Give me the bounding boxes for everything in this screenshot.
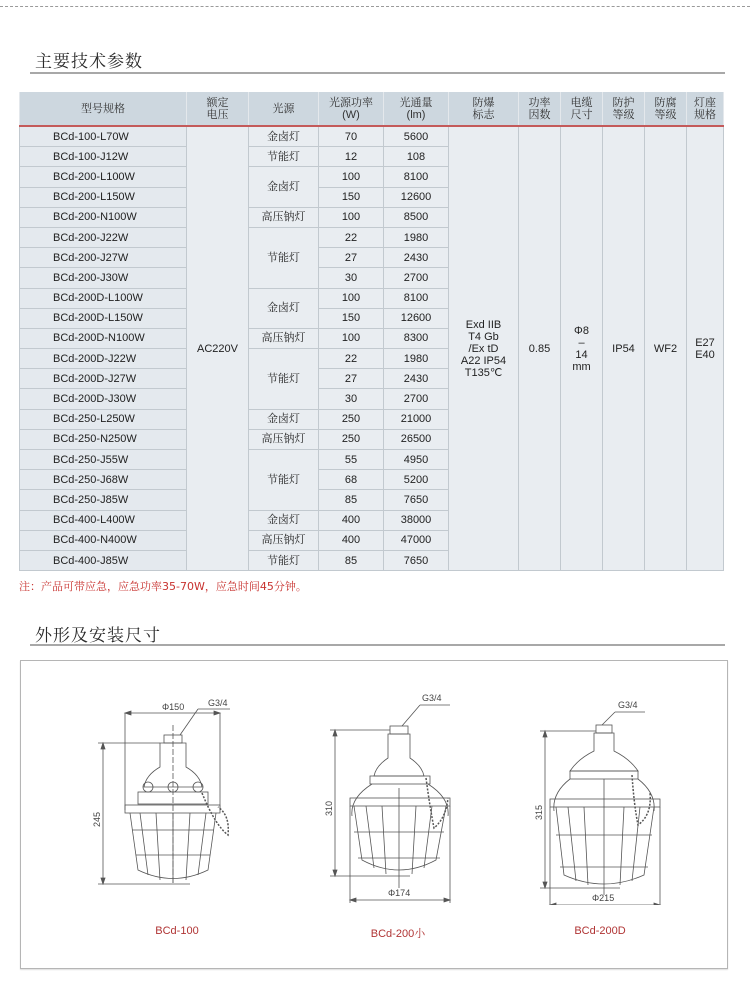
model-cell: BCd-200-L150W — [20, 187, 187, 207]
light-source-cell: 高压钠灯 — [249, 530, 319, 550]
model-cell: BCd-200D-J27W — [20, 369, 187, 389]
model-cell: BCd-400-L400W — [20, 510, 187, 530]
column-header-line: 因数 — [528, 108, 551, 121]
model-cell: BCd-400-J85W — [20, 550, 187, 570]
column-header-line: (lm) — [406, 108, 426, 121]
flux-cell: 1980 — [384, 349, 449, 369]
svg-text:245: 245 — [92, 811, 102, 827]
flux-cell: 7650 — [384, 490, 449, 510]
model-cell: BCd-400-N400W — [20, 530, 187, 550]
table-row — [20, 126, 724, 147]
svg-text:G3/4: G3/4 — [208, 698, 228, 708]
power-cell: 400 — [319, 510, 384, 530]
column-header-line: 等级 — [654, 108, 677, 121]
column-header-line: 光源功率 — [329, 96, 373, 109]
power-cell: 30 — [319, 268, 384, 288]
column-header-line: 额定 — [206, 96, 229, 109]
power-cell: 400 — [319, 530, 384, 550]
model-cell: BCd-200-N100W — [20, 207, 187, 227]
power-factor-cell: 0.85 — [519, 126, 561, 571]
column-header-line: 尺寸 — [570, 108, 593, 121]
cell-line: 14 — [575, 348, 588, 361]
flux-cell: 1980 — [384, 227, 449, 247]
model-cell: BCd-200-J30W — [20, 268, 187, 288]
flux-cell: 8100 — [384, 288, 449, 308]
column-header-line: 电压 — [206, 108, 229, 121]
power-cell: 150 — [319, 308, 384, 328]
flux-cell: 21000 — [384, 409, 449, 429]
column-header — [449, 92, 519, 126]
column-header — [187, 92, 249, 126]
light-source-cell: 节能灯 — [249, 550, 319, 570]
power-cell: 100 — [319, 207, 384, 227]
light-source-cell: 高压钠灯 — [249, 207, 319, 227]
column-header-line: 功率 — [528, 96, 551, 109]
model-cell: BCd-200D-L100W — [20, 288, 187, 308]
column-header-line: 防爆 — [472, 96, 495, 109]
model-cell: BCd-100-J12W — [20, 147, 187, 167]
cell-line: /Ex tD — [468, 342, 499, 355]
light-source-cell: 节能灯 — [249, 147, 319, 167]
model-cell: BCd-200-J22W — [20, 227, 187, 247]
light-source-cell: 高压钠灯 — [249, 429, 319, 449]
flux-cell: 7650 — [384, 550, 449, 570]
flux-cell: 12600 — [384, 308, 449, 328]
anticorrosion-grade-cell: WF2 — [645, 126, 687, 571]
socket-spec-cell — [687, 126, 724, 571]
column-header — [20, 92, 187, 126]
voltage-cell: AC220V — [187, 126, 249, 571]
drawing-caption: BCd-100 — [155, 925, 199, 937]
flux-cell: 47000 — [384, 530, 449, 550]
flux-cell: 8500 — [384, 207, 449, 227]
model-cell: BCd-100-L70W — [20, 126, 187, 147]
column-header-line: 型号规格 — [81, 102, 125, 115]
power-cell: 150 — [319, 187, 384, 207]
cell-line: A22 IP54 — [460, 354, 507, 367]
light-source-cell: 节能灯 — [249, 227, 319, 288]
cell-line: Exd IIB — [465, 318, 502, 331]
cell-line: – — [578, 336, 585, 349]
power-cell: 30 — [319, 389, 384, 409]
svg-text:G3/4: G3/4 — [618, 700, 638, 710]
flux-cell: 108 — [384, 147, 449, 167]
power-cell: 250 — [319, 409, 384, 429]
cell-line: mm — [572, 360, 591, 373]
flux-cell: 8100 — [384, 167, 449, 187]
column-header — [645, 92, 687, 126]
svg-text:G3/4: G3/4 — [422, 693, 442, 703]
cell-line: T135℃ — [464, 366, 503, 379]
column-header-line: 标志 — [472, 108, 495, 121]
cell-line: E27 — [695, 336, 715, 349]
power-cell: 70 — [319, 126, 384, 147]
section-rule — [30, 72, 725, 74]
column-header — [319, 92, 384, 126]
cell-line: Φ8 — [574, 324, 589, 337]
section-title-specs: 主要技术参数 — [35, 52, 143, 72]
model-cell: BCd-200D-J30W — [20, 389, 187, 409]
spec-table — [19, 92, 724, 571]
flux-cell: 26500 — [384, 429, 449, 449]
power-cell: 55 — [319, 450, 384, 470]
column-header-line: 防腐 — [654, 96, 677, 109]
column-header-line: 电缆 — [570, 96, 593, 109]
emergency-note: 注：产品可带应急，应急功率35-70W，应急时间45分钟。 — [19, 580, 307, 593]
column-header — [384, 92, 449, 126]
model-cell: BCd-200-L100W — [20, 167, 187, 187]
column-header-line: 规格 — [694, 108, 716, 121]
power-cell: 100 — [319, 288, 384, 308]
flux-cell: 5200 — [384, 470, 449, 490]
power-cell: 250 — [319, 429, 384, 449]
table-header-row — [20, 92, 724, 126]
lamp-drawing-bcd-100 — [80, 695, 270, 885]
protection-grade-cell: IP54 — [603, 126, 645, 571]
model-cell: BCd-250-J85W — [20, 490, 187, 510]
light-source-cell: 节能灯 — [249, 450, 319, 511]
svg-text:310: 310 — [324, 800, 334, 816]
lamp-drawing-bcd-200-small — [310, 688, 480, 903]
model-cell: BCd-250-L250W — [20, 409, 187, 429]
model-cell: BCd-250-J68W — [20, 470, 187, 490]
drawing-caption: BCd-200小 — [370, 928, 426, 940]
section-rule — [30, 644, 725, 646]
flux-cell: 2430 — [384, 369, 449, 389]
cell-line: E40 — [695, 348, 715, 361]
svg-text:Φ174: Φ174 — [388, 888, 411, 898]
power-cell: 27 — [319, 248, 384, 268]
top-dashed-divider — [0, 6, 750, 7]
column-header — [603, 92, 645, 126]
diameter-label: Φ150 — [162, 702, 185, 712]
power-cell: 100 — [319, 328, 384, 348]
light-source-cell: 金卤灯 — [249, 288, 319, 328]
light-source-cell: 金卤灯 — [249, 167, 319, 207]
model-cell: BCd-200D-J22W — [20, 349, 187, 369]
model-cell: BCd-200-J27W — [20, 248, 187, 268]
power-cell: 85 — [319, 490, 384, 510]
column-header-line: 灯座 — [694, 96, 716, 109]
cable-size-cell — [561, 126, 603, 571]
lamp-drawing-bcd-200d — [520, 695, 700, 905]
flux-cell: 2700 — [384, 389, 449, 409]
column-header-line: 防护 — [612, 96, 635, 109]
svg-text:315: 315 — [534, 804, 544, 820]
flux-cell: 8300 — [384, 328, 449, 348]
flux-cell: 2700 — [384, 268, 449, 288]
light-source-cell: 金卤灯 — [249, 126, 319, 147]
flux-cell: 38000 — [384, 510, 449, 530]
power-cell: 68 — [319, 470, 384, 490]
svg-text:Φ215: Φ215 — [592, 893, 615, 903]
column-header — [561, 92, 603, 126]
column-header-line: 等级 — [612, 108, 635, 121]
column-header — [519, 92, 561, 126]
power-cell: 85 — [319, 550, 384, 570]
power-cell: 27 — [319, 369, 384, 389]
column-header-line: 光源 — [272, 102, 295, 115]
power-cell: 100 — [319, 167, 384, 187]
light-source-cell: 节能灯 — [249, 349, 319, 410]
power-cell: 12 — [319, 147, 384, 167]
cell-line: T4 Gb — [468, 330, 499, 343]
section-title-dimensions: 外形及安装尺寸 — [35, 626, 161, 646]
column-header — [687, 92, 724, 126]
light-source-cell: 金卤灯 — [249, 409, 319, 429]
column-header-line: 光通量 — [399, 96, 433, 109]
power-cell: 22 — [319, 349, 384, 369]
column-header-line: (W) — [342, 108, 360, 121]
flux-cell: 2430 — [384, 248, 449, 268]
flux-cell: 12600 — [384, 187, 449, 207]
light-source-cell: 高压钠灯 — [249, 328, 319, 348]
drawing-caption: BCd-200D — [574, 925, 626, 937]
light-source-cell: 金卤灯 — [249, 510, 319, 530]
model-cell: BCd-200D-L150W — [20, 308, 187, 328]
flux-cell: 5600 — [384, 126, 449, 147]
model-cell: BCd-250-N250W — [20, 429, 187, 449]
column-header — [249, 92, 319, 126]
model-cell: BCd-200D-N100W — [20, 328, 187, 348]
power-cell: 22 — [319, 227, 384, 247]
explosion-mark-cell — [449, 126, 519, 571]
model-cell: BCd-250-J55W — [20, 450, 187, 470]
flux-cell: 4950 — [384, 450, 449, 470]
